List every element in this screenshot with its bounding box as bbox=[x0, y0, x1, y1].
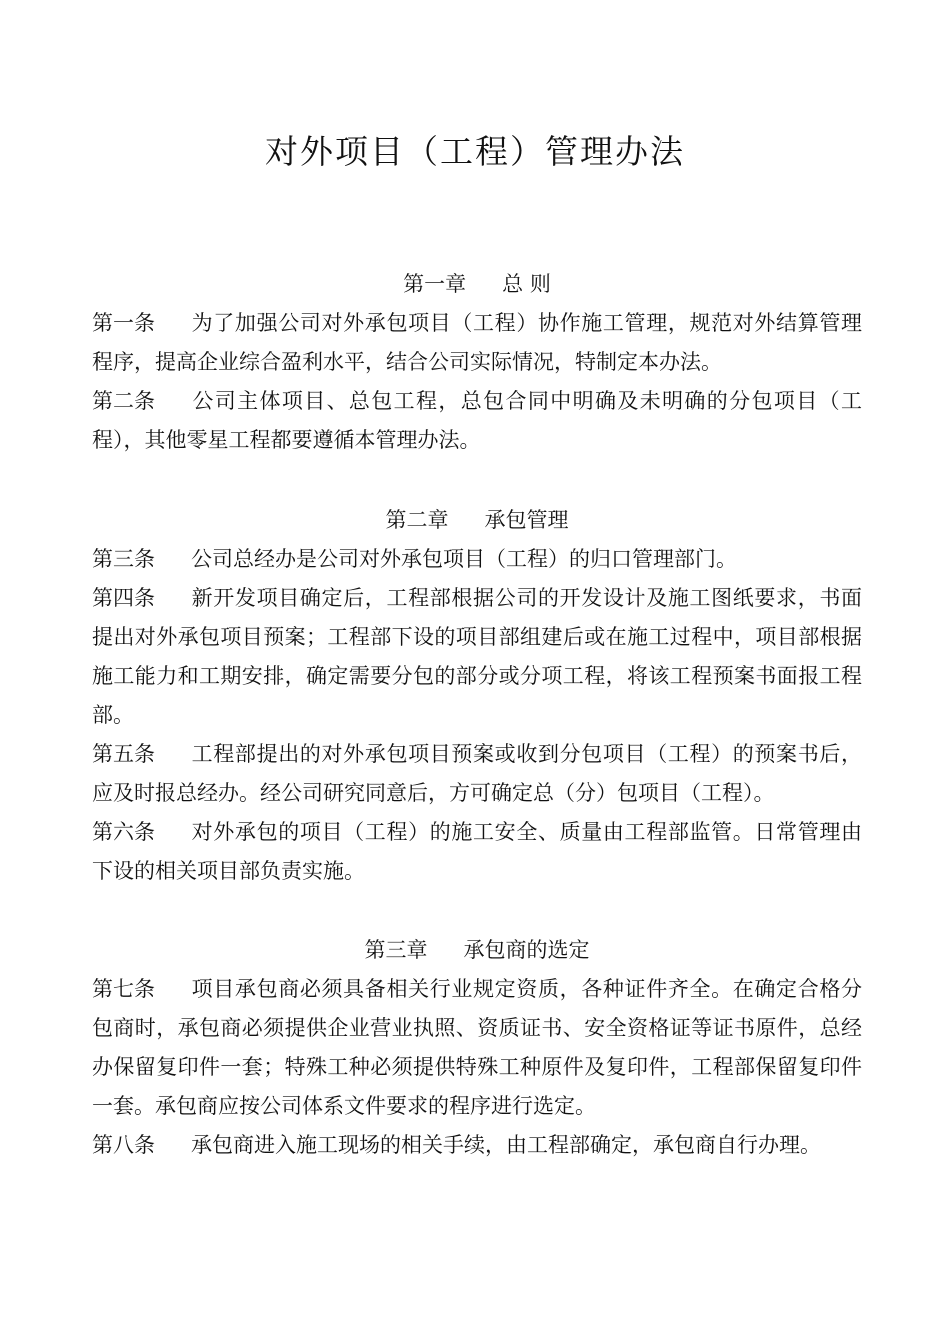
chapter-name: 承包商的选定 bbox=[463, 938, 590, 962]
chapter-number: 第三章 bbox=[364, 938, 428, 962]
article-5 bbox=[92, 735, 862, 813]
chapter-name: 承包管理 bbox=[484, 508, 569, 532]
chapter-heading bbox=[92, 930, 862, 970]
article-number: 第二条 bbox=[92, 389, 155, 413]
article-8 bbox=[92, 1126, 862, 1165]
chapter-number: 第二章 bbox=[385, 508, 449, 532]
article-text: 公司主体项目、总包工程，总包合同中明确及未明确的分包项目（工程），其他零星工程都要遵循本管理办法。 bbox=[92, 389, 862, 452]
chapter-name: 总 则 bbox=[502, 272, 551, 296]
chapter-heading bbox=[92, 500, 862, 540]
article-number: 第三条 bbox=[92, 547, 155, 571]
article-4 bbox=[92, 579, 862, 735]
article-text: 为了加强公司对外承包项目（工程）协作施工管理，规范对外结算管理程序，提高企业综合盈利水平，结合公司实际情况，特制定本办法。 bbox=[92, 311, 862, 374]
article-number: 第一条 bbox=[92, 311, 155, 335]
article-number: 第五条 bbox=[92, 742, 155, 766]
chapter-3 bbox=[92, 930, 862, 1165]
article-3 bbox=[92, 540, 862, 579]
article-number: 第四条 bbox=[92, 586, 155, 610]
article-number: 第八条 bbox=[92, 1133, 155, 1157]
document-title: 对外项目（工程）管理办法 bbox=[265, 132, 685, 171]
article-text: 项目承包商必须具备相关行业规定资质，各种证件齐全。在确定合格分包商时，承包商必须提供企业营业执照、资质证书、安全资格证等证书原件，总经办保留复印件一套；特殊工种必须提供特殊工种原件及复印件，工程部保留复印件一套。承包商应按公司体系文件要求的程序进行选定。 bbox=[92, 977, 862, 1118]
chapter-number: 第一章 bbox=[403, 272, 467, 296]
article-2 bbox=[92, 382, 862, 460]
article-text: 承包商进入施工现场的相关手续，由工程部确定，承包商自行办理。 bbox=[191, 1133, 821, 1157]
article-6 bbox=[92, 813, 862, 891]
chapter-heading bbox=[92, 264, 862, 304]
article-text: 公司总经办是公司对外承包项目（工程）的归口管理部门。 bbox=[191, 547, 737, 571]
article-text: 对外承包的项目（工程）的施工安全、质量由工程部监管。日常管理由下设的相关项目部负责实施。 bbox=[92, 820, 862, 883]
document-body bbox=[92, 264, 862, 1165]
article-1 bbox=[92, 304, 862, 382]
chapter-2 bbox=[92, 500, 862, 891]
article-number: 第六条 bbox=[92, 820, 155, 844]
chapter-1 bbox=[92, 264, 862, 460]
article-text: 新开发项目确定后，工程部根据公司的开发设计及施工图纸要求，书面提出对外承包项目预案；工程部下设的项目部组建后或在施工过程中，项目部根据施工能力和工期安排，确定需要分包的部分或分项工程，将该工程预案书面报工程部。 bbox=[92, 586, 862, 727]
article-text: 工程部提出的对外承包项目预案或收到分包项目（工程）的预案书后，应及时报总经办。经公司研究同意后，方可确定总（分）包项目（工程）。 bbox=[92, 742, 862, 805]
article-7 bbox=[92, 970, 862, 1126]
article-number: 第七条 bbox=[92, 977, 155, 1001]
